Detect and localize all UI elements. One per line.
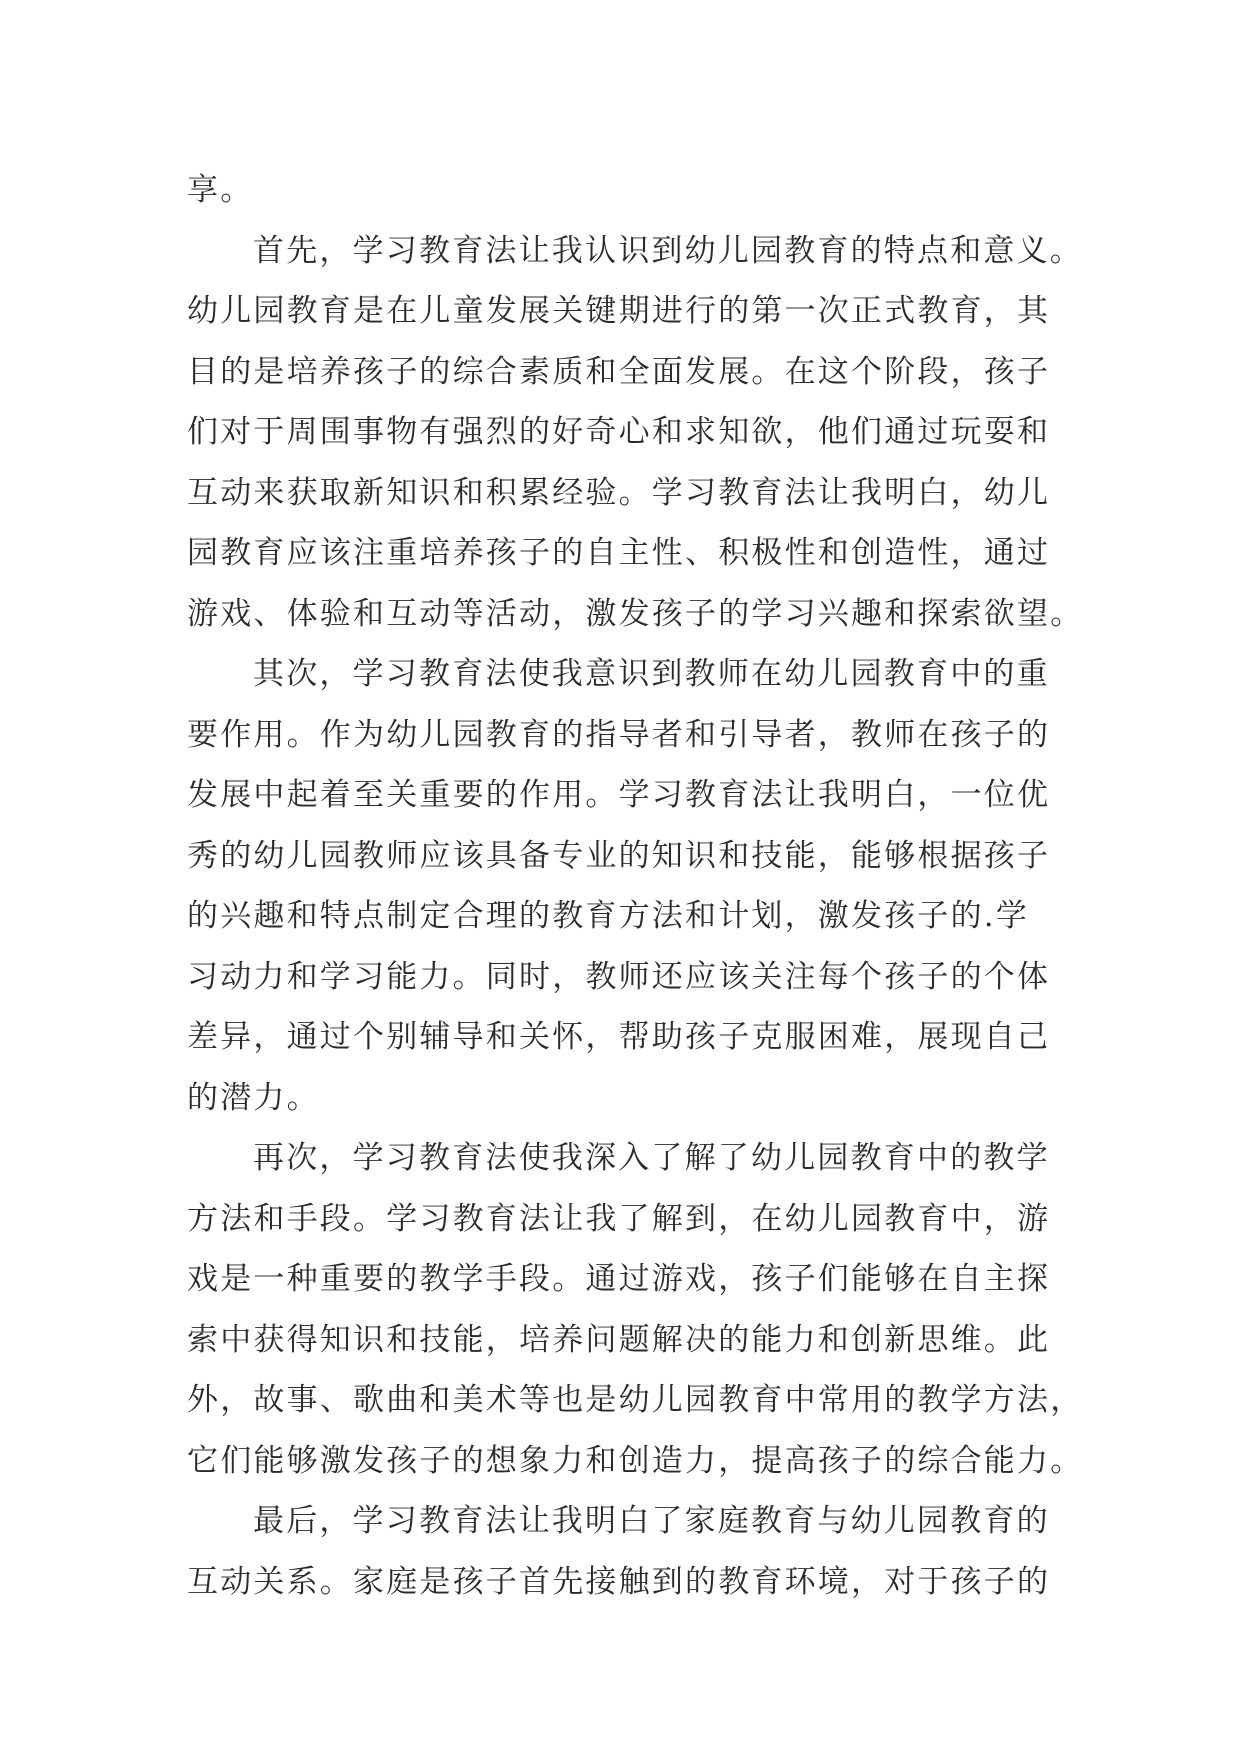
text-line: 互动关系。家庭是孩子首先接触到的教育环境，对于孩子的 bbox=[187, 1563, 1051, 1600]
text-line: 游戏、体验和互动等活动，激发孩子的学习兴趣和探索欲望。 bbox=[187, 595, 1084, 632]
text-line: 外，故事、歌曲和美术等也是幼儿园教育中常用的教学方法， bbox=[187, 1382, 1084, 1418]
text-line: 发展中起着至关重要的作用。学习教育法让我明白，一位优 bbox=[187, 777, 1051, 813]
text-line: 享。 bbox=[187, 172, 254, 208]
text-line: 要作用。作为幼儿园教育的指导者和引导者，教师在孩子的 bbox=[187, 716, 1051, 753]
text-line: 的兴趣和特点制定合理的教育方法和计划，激发孩子的.学 bbox=[187, 898, 1030, 934]
text-line: 习动力和学习能力。同时，教师还应该关注每个孩子的个体 bbox=[187, 958, 1051, 995]
text-line: 们对于周围事物有强烈的好奇心和求知欲，他们通过玩耍和 bbox=[187, 414, 1051, 450]
text-line: 秀的幼儿园教师应该具备专业的知识和技能，能够根据孩子 bbox=[187, 837, 1051, 874]
text-line: 戏是一种重要的教学手段。通过游戏，孩子们能够在自主探 bbox=[187, 1261, 1051, 1297]
text-line: 园教育应该注重培养孩子的自主性、积极性和创造性，通过 bbox=[187, 535, 1051, 571]
text-line: 最后，学习教育法让我明白了家庭教育与幼儿园教育的 bbox=[253, 1503, 1050, 1539]
text-line: 首先，学习教育法让我认识到幼儿园教育的特点和意义。 bbox=[253, 232, 1083, 269]
text-line: 的潜力。 bbox=[187, 1079, 320, 1116]
text-line: 其次，学习教育法使我意识到教师在幼儿园教育中的重 bbox=[253, 656, 1050, 692]
text-line: 幼儿园教育是在儿童发展关键期进行的第一次正式教育，其 bbox=[187, 293, 1051, 329]
text-line: 差异，通过个别辅导和关怀，帮助孩子克服困难，展现自己 bbox=[187, 1019, 1051, 1055]
body-text bbox=[187, 160, 1084, 1612]
text-line: 再次，学习教育法使我深入了解了幼儿园教育中的教学 bbox=[253, 1140, 1050, 1176]
text-line: 目的是培养孩子的综合素质和全面发展。在这个阶段，孩子 bbox=[187, 353, 1051, 390]
text-line: 方法和手段。学习教育法让我了解到，在幼儿园教育中，游 bbox=[187, 1200, 1051, 1237]
text-line: 互动来获取新知识和积累经验。学习教育法让我明白，幼儿 bbox=[187, 474, 1051, 511]
text-line: 索中获得知识和技能，培养问题解决的能力和创新思维。此 bbox=[187, 1321, 1051, 1358]
text-line: 它们能够激发孩子的想象力和创造力，提高孩子的综合能力。 bbox=[187, 1442, 1084, 1479]
